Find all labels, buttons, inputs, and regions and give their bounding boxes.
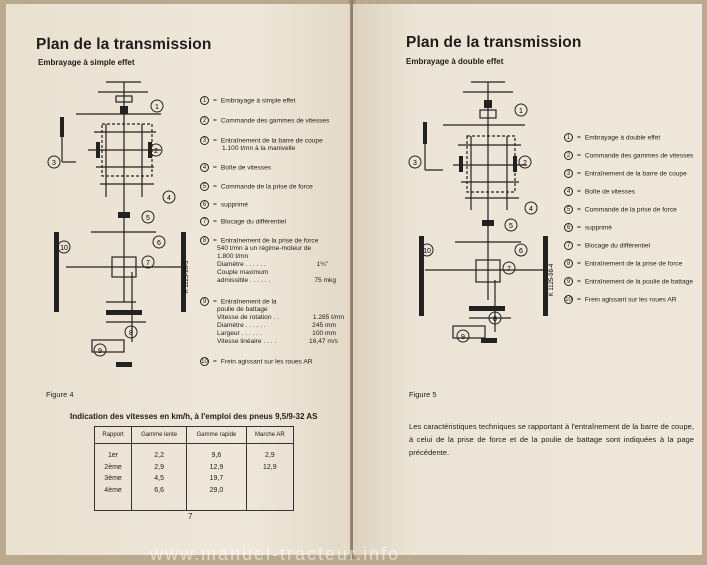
table-cell: 19,7 — [187, 473, 247, 485]
table-title: Indication des vitesses en km/h, à l'emploi des pneus 9,5/9-32 AS — [70, 412, 318, 421]
table-header: Gamme lente — [132, 427, 187, 444]
table-cell: 2,9 — [132, 462, 187, 474]
spec-value: 1.285 t/mn — [312, 314, 344, 321]
callout-8: 8 — [493, 316, 497, 323]
callout-5: 5 — [146, 215, 150, 222]
spec-value: 16,47 m/s — [309, 338, 338, 345]
table-cell: 2ème — [95, 462, 132, 474]
spec-label: admissible . . . . . . — [217, 277, 271, 284]
legend-sub: poulie de battage — [217, 306, 268, 313]
callout-9: 9 — [98, 348, 102, 355]
spec-label: Couple maximum — [217, 269, 269, 276]
table-row — [95, 450, 294, 462]
callout-4: 4 — [167, 195, 171, 202]
speed-table — [94, 426, 294, 511]
legend-item: 10 = Frein agissant sur les roues AR — [201, 358, 313, 366]
legend-item: 9 = Entraînement de la poulie de battage — [564, 277, 693, 286]
table-header: Gamme rapide — [187, 427, 247, 444]
table-cell: 29,0 — [187, 485, 247, 497]
legend-sub: 1.800 t/mn — [217, 253, 249, 260]
left-page — [6, 4, 350, 555]
legend-item: 5 = Commande de la prise de force — [564, 205, 677, 214]
spec-label: Vitesse linéaire . . . . — [217, 338, 277, 345]
legend-item: 3 = Entraînement de la barre de coupe — [564, 169, 687, 178]
table-cell: 3ème — [95, 473, 132, 485]
legend-item: 7 = Blocage du différentiel — [564, 241, 650, 250]
spec-label: Largeur . . . . . . — [217, 330, 262, 337]
spec-value: 100 mm — [312, 330, 336, 337]
table-cell: 1er — [95, 450, 132, 462]
callout-4: 4 — [529, 206, 533, 213]
table-cell: 12,9 — [246, 462, 293, 474]
callout-1: 1 — [155, 104, 159, 111]
table-cell: 4,5 — [132, 473, 187, 485]
table-cell: 12,9 — [187, 462, 247, 474]
legend-item: 8 = Entraînement de la prise de force — [200, 236, 318, 245]
figure-label: Figure 4 — [46, 390, 74, 399]
paragraph: Les caractéristiques techniques se rapportant à l'entraînement de la barre de coupe, à celui de la prise de force et de la poulie de battage sont indiquées à la page précédente. — [409, 422, 694, 457]
table-cell: 2,2 — [132, 450, 187, 462]
legend — [200, 96, 348, 386]
spec-label: Diamètre . . . . . . — [217, 261, 266, 268]
figure-label: Figure 5 — [409, 390, 437, 399]
table-header: Marche AR — [246, 427, 293, 444]
callout-9: 9 — [461, 334, 465, 341]
legend-item: 2 = Commande des gammes de vitesses — [200, 116, 329, 125]
table-cell: 2,9 — [246, 450, 293, 462]
table-cell: 6,6 — [132, 485, 187, 497]
spec-label: Diamètre . . . . . . — [217, 322, 266, 329]
legend-item: 10 = Frein agissant sur les roues AR — [565, 296, 677, 304]
page-title: Plan de la transmission — [36, 36, 212, 53]
legend-sub: 540 t/mn à un régime-moteur de — [217, 245, 312, 252]
table-row — [95, 485, 294, 497]
legend-item: 9 = Entraînement de la — [200, 297, 277, 306]
callout-10: 10 — [423, 248, 431, 255]
spec-value: 245 mm — [312, 322, 336, 329]
legend-item: 7 = Blocage du différentiel — [200, 217, 286, 226]
page-subtitle: Embrayage à simple effet — [38, 58, 135, 67]
spec-value: 75 mkg — [314, 277, 336, 284]
legend-sub: 1.100 t/mn à la manivelle — [222, 145, 296, 152]
legend — [564, 133, 700, 313]
right-page — [353, 4, 702, 555]
legend-item: 6 = supprimé — [564, 223, 612, 232]
table-header: Rapport — [95, 427, 132, 444]
callout-2: 2 — [154, 148, 158, 155]
legend-item: 1 = Embrayage à simple effet — [200, 96, 296, 105]
legend-item: 5 = Commande de la prise de force — [200, 182, 313, 191]
legend-item: 3 = Entraînement de la barre de coupe — [200, 136, 323, 145]
callout-8: 8 — [129, 330, 133, 337]
spec-value: 1¾" — [316, 261, 328, 268]
callout-2: 2 — [523, 160, 527, 167]
legend-item: 1 = Embrayage à double effet — [564, 133, 660, 142]
legend-item: 8 = Entraînement de la prise de force — [564, 259, 682, 268]
table-row — [95, 462, 294, 474]
diagram-code: K 1125-98-5 — [184, 260, 190, 294]
table-cell: 9,6 — [187, 450, 247, 462]
spec-label: Vitesse de rotation . . — [217, 314, 279, 321]
table-cell: 4ème — [95, 485, 132, 497]
callout-7: 7 — [146, 260, 150, 267]
transmission-diagram — [403, 70, 563, 370]
page-number: 7 — [188, 512, 193, 521]
callout-1: 1 — [519, 108, 523, 115]
table-cell — [246, 485, 293, 497]
callout-6: 6 — [157, 240, 161, 247]
table-row — [95, 473, 294, 485]
callout-3: 3 — [413, 160, 417, 167]
legend-item: 6 = supprimé — [200, 200, 248, 209]
legend-item: 2 = Commande des gammes de vitesses — [564, 151, 693, 160]
callout-6: 6 — [519, 248, 523, 255]
diagram-code: K 1125-98-4 — [549, 263, 555, 297]
page-subtitle: Embrayage à double effet — [406, 57, 504, 66]
page-title: Plan de la transmission — [406, 34, 582, 51]
callout-7: 7 — [507, 266, 511, 273]
callout-10: 10 — [60, 245, 68, 252]
legend-item: 4 = Boîte de vitesses — [200, 163, 271, 172]
transmission-diagram — [36, 72, 201, 372]
callout-5: 5 — [509, 223, 513, 230]
watermark: www.manuel-tracteur.info — [150, 544, 401, 564]
table-cell — [246, 473, 293, 485]
legend-item: 4 = Boîte de vitesses — [564, 187, 635, 196]
callout-3: 3 — [52, 160, 56, 167]
table-header-row — [95, 427, 294, 444]
